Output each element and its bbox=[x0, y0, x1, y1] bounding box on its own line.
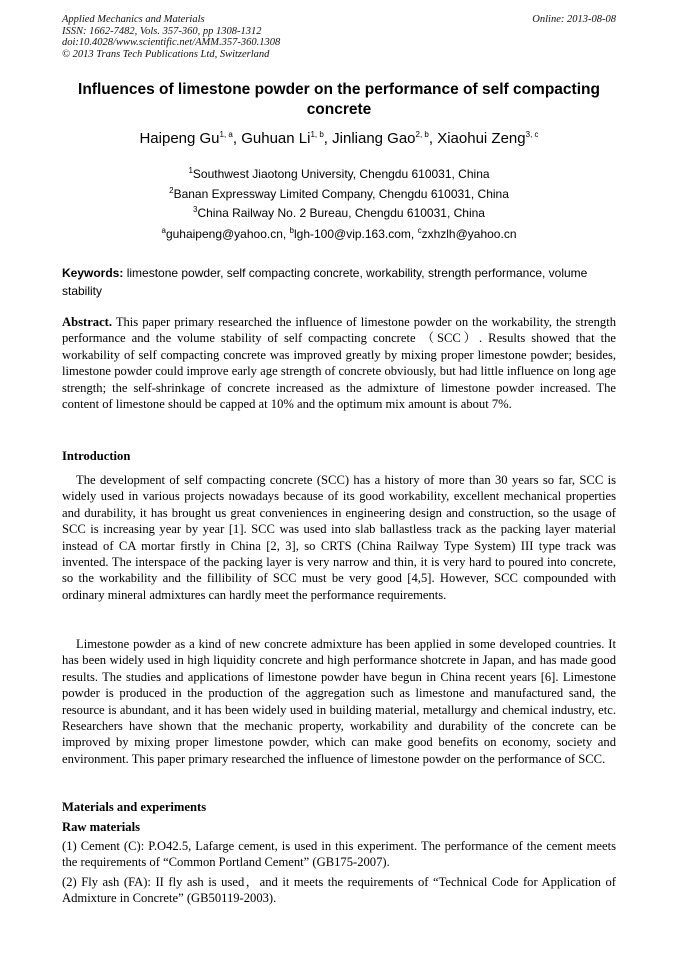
affiliation: $^1$Southwest Jiaotong University, Chengdu 610031, China bbox=[188, 166, 490, 181]
section-heading-materials: Materials and experiments bbox=[62, 800, 207, 814]
keywords-text: limestone powder, self compacting concrete, workability, strength performance, volume stability bbox=[62, 266, 588, 298]
keywords bbox=[62, 264, 616, 300]
author-name: Haipeng Gu bbox=[139, 130, 220, 147]
email: lgh-100@vip.163.com, bbox=[294, 227, 418, 241]
affiliation: $^2$Banan Expressway Limited Company, Chengdu 610031, China bbox=[169, 185, 509, 201]
affiliation-list bbox=[40, 165, 638, 224]
affiliation: $^3$China Railway No. 2 Bureau, Chengdu 610031, China bbox=[193, 205, 485, 220]
author-sup: 3, c bbox=[525, 130, 539, 139]
abstract-label: Abstract. bbox=[62, 315, 113, 329]
author-sup: 1, b bbox=[310, 130, 324, 139]
header-left bbox=[62, 14, 462, 60]
material-item-fly-ash: (2) Fly ash (FA): II fly ash is used，and it meets the requirements of “Technical Code for Application of Admixture in Concrete” (GB50119-2003). bbox=[62, 875, 616, 906]
email-list: $^a$guhaipeng@yahoo.cn, $^b$lgh-100@vip.163.com, $^c$zxhzlh@yahoo.cn bbox=[161, 226, 517, 241]
author-name: Xiaohui Zeng bbox=[437, 130, 526, 147]
author-sup: 2, b bbox=[415, 130, 429, 139]
keywords-label: Keywords: bbox=[62, 266, 124, 280]
author-list: Haipeng Gu$^{1, a}$, Guhuan Li$^{1, b}$, Jinliang Gao$^{2, b}$, Xiaohui Zeng$^{3, c}$ bbox=[139, 130, 539, 147]
doi-line: doi:10.4028/www.scientific.net/AMM.357-360.1308 bbox=[62, 37, 281, 49]
paper-title: Influences of limestone powder on the performance of self compacting concrete bbox=[78, 81, 600, 118]
journal-name: Applied Mechanics and Materials bbox=[62, 14, 205, 25]
author-name: Guhuan Li bbox=[241, 130, 311, 147]
author-name: Jinliang Gao bbox=[332, 130, 416, 147]
section-heading-introduction: Introduction bbox=[62, 449, 131, 463]
copyright-line: © 2013 Trans Tech Publications Ltd, Switzerland bbox=[62, 48, 270, 60]
issn-line: ISSN: 1662-7482, Vols. 357-360, pp 1308-1312 bbox=[62, 25, 262, 37]
abstract-text: This paper primary researched the influence of limestone powder on the workability, the strength performance and the volume stability of self compacting concrete （SCC）. Results showed that the workability of self compacting concrete was improved greatly by mixing proper limestone powder; besides, limestone powder could improve early age strength of concrete obviously, but had little influence on long age strength; the self-shrinkage of concrete increased as the admixture of limestone powder increased. The content of limestone should be capped at 10% and the optimum mix amount is about 7%. bbox=[62, 315, 616, 412]
email: zxhzlh@yahoo.cn bbox=[421, 227, 517, 241]
abstract bbox=[62, 314, 616, 412]
email: guhaipeng@yahoo.cn, bbox=[165, 227, 290, 241]
author-sup: 1, a bbox=[219, 130, 233, 139]
material-item-cement: (1) Cement (C): P.O42.5, Lafarge cement, is used in this experiment. The performance of the cement meets the requirements of “Common Portland Cement” (GB175-2007). bbox=[62, 839, 616, 870]
intro-paragraph-2: Limestone powder as a kind of new concrete admixture has been applied in some developed countries. It has been widely used in high liquidity concrete and high performance shotcrete in Japan, and has made good results. The studies and applications of limestone powder have begun in China recent years [6]. Limestone powder is produced in the production of the aggregation such as limestone and manufactured sand, the resource is abundant, and it has been widely used in building material, metallurgy and chemical industry, etc. Researchers have shown that the mechanic property, workability and durability of the concrete can be improved by mixing proper limestone powder, which can make good benefits on economy, society and environment. This paper primary researched the influence of limestone powder on the performance of SCC. bbox=[62, 637, 616, 766]
intro-paragraph-1: The development of self compacting concrete (SCC) has a history of more than 30 years so far, SCC is widely used in various projects nowadays because of its good workability, excellent mechanical properties and durability, it has brought us great conveniences in engineering design and construction, so the usage of SCC is increasing year by year [1]. SCC was used into slab ballastless track as the packing layer material instead of CA mortar firstly in China [2, 3], so CRTS (China Railway Type System) III type track was invented. The interspace of the packing layer is very narrow and thin, it is very hard to poured into concrete, so the workability and the fillibility of SCC must be very good [4,5]. However, SCC compounded with ordinary mineral admixtures can hardly meet the performance requirements. bbox=[62, 473, 616, 602]
online-date: Online: 2013-08-08 bbox=[532, 14, 616, 25]
subheading-raw-materials: Raw materials bbox=[62, 820, 140, 834]
